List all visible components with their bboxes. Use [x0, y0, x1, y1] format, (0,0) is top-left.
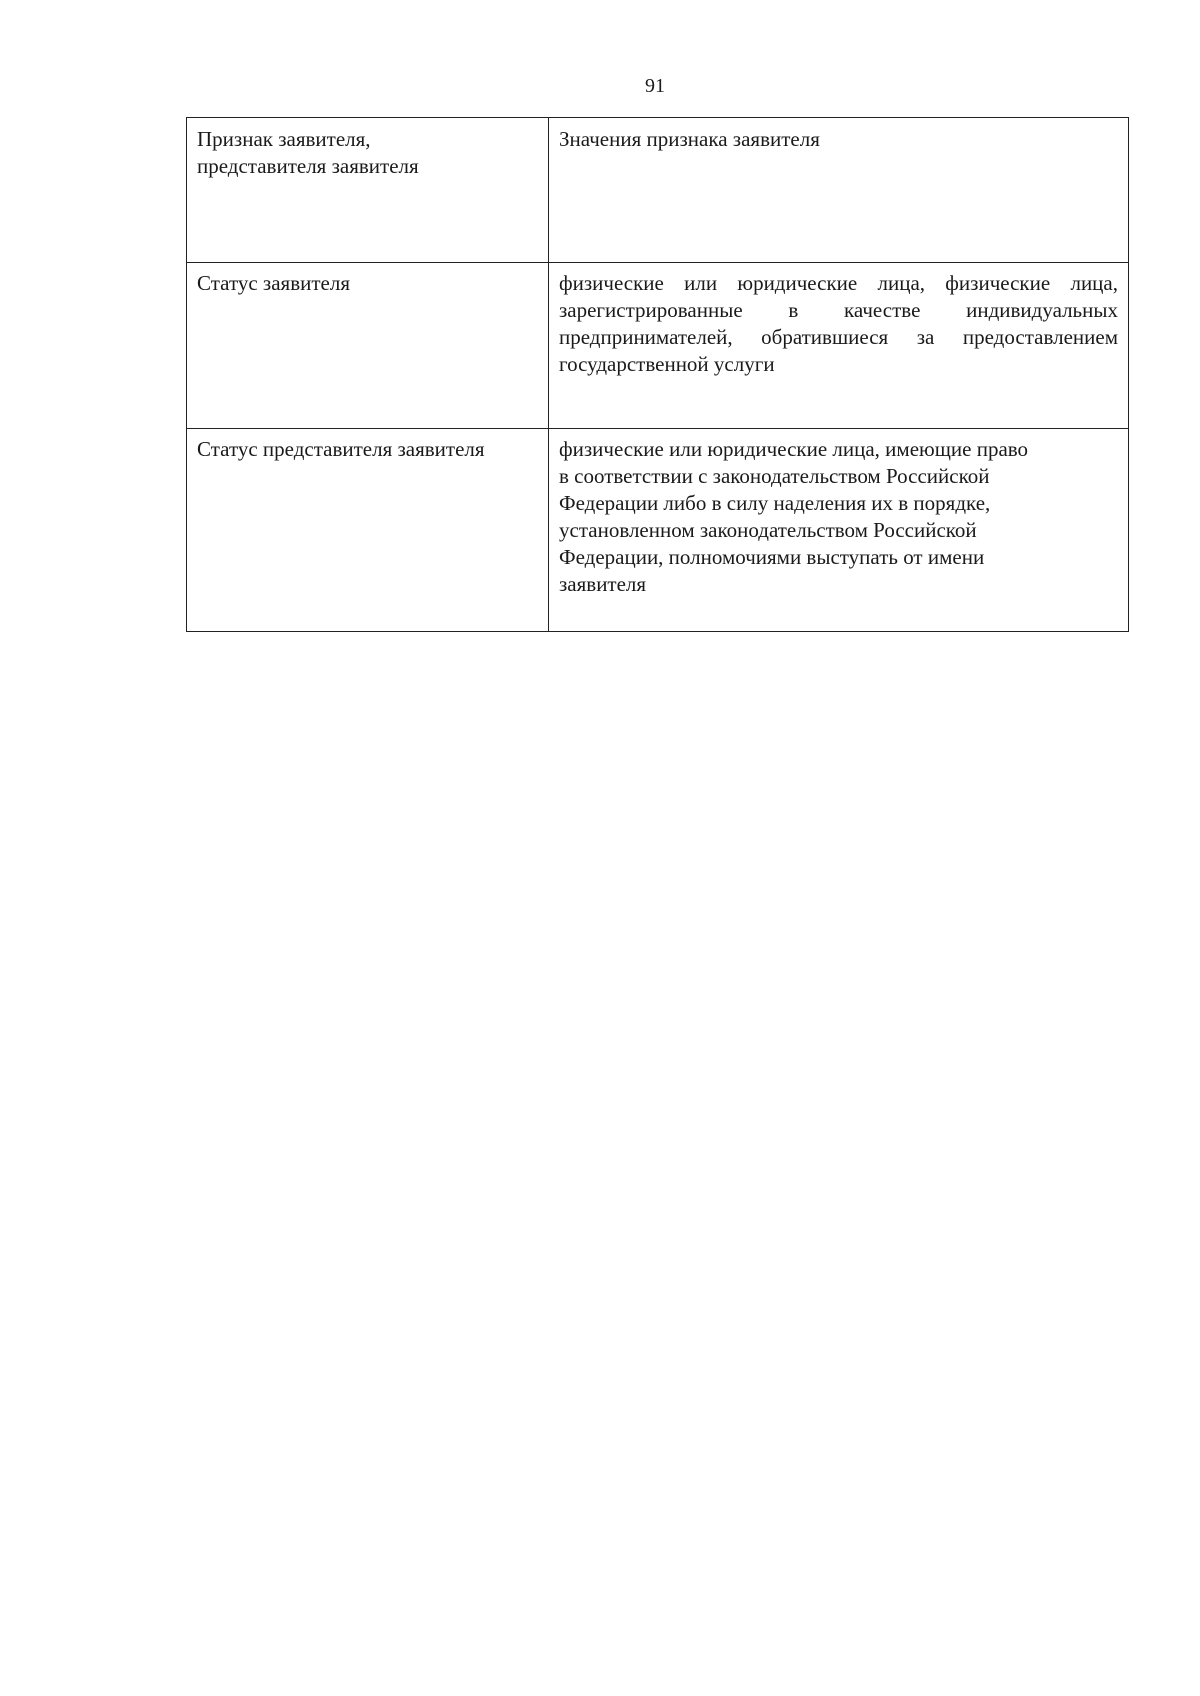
row-value-line: заявителя — [559, 572, 647, 596]
table-header-row — [187, 118, 1129, 263]
header-attribute-line: представителя заявителя — [197, 154, 419, 178]
row-value-line: установленном законодательством Российской — [559, 518, 977, 542]
header-attribute-cell — [187, 118, 549, 263]
header-value-cell: Значения признака заявителя — [549, 118, 1129, 263]
row-value-line: в соответствии с законодательством Российской — [559, 464, 990, 488]
table-row — [187, 429, 1129, 632]
row-value-line: Федерации либо в силу наделения их в порядке, — [559, 491, 991, 515]
row-label-cell: Статус заявителя — [187, 263, 549, 429]
row-value-cell — [549, 429, 1129, 632]
header-attribute-line: Признак заявителя, — [197, 127, 371, 151]
row-label-cell: Статус представителя заявителя — [187, 429, 549, 632]
row-value-line: физические или юридические лица, имеющие право — [559, 437, 1029, 461]
table-row — [187, 263, 1129, 429]
page-number: 91 — [645, 75, 665, 97]
applicant-attributes-table — [186, 117, 1129, 632]
row-value-cell: физические или юридические лица, физические лица, зарегистрированные в качестве индивидуальных предпринимателей, обратившиеся за предоставлением государственной услуги — [549, 263, 1129, 429]
row-value-line: Федерации, полномочиями выступать от имени — [559, 545, 985, 569]
